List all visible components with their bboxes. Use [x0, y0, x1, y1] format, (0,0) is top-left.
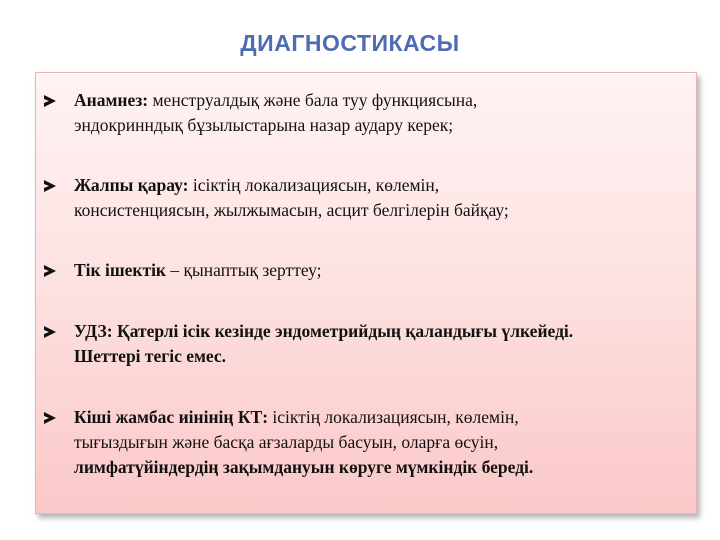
bullet-text: консистенциясын, жылжымасын, асцит белгілерін байқау;: [74, 200, 509, 220]
slide-title: ДИАГНОСТИКАСЫ: [240, 30, 460, 56]
bullet-rectal-exam: [44, 258, 684, 283]
bullet-text: Қатерлі ісік кезінде эндометрийдың қаландығы үлкейеді.: [112, 321, 574, 341]
bullet-text: тығыздығын және басқа ағзаларды басуын, оларға өсуін,: [74, 432, 499, 452]
bullet-text: Шеттері тегіс емес.: [74, 346, 227, 366]
bullet-text: ісіктің локализациясын, көлемін,: [268, 407, 519, 427]
arrow-bullet-icon: [44, 326, 56, 338]
bullet-term: Кіші жамбас иінінің КТ:: [74, 407, 269, 427]
bullet-general-exam: [44, 173, 684, 223]
bullet-text: – қынаптық зерттеу;: [166, 260, 322, 280]
arrow-bullet-icon: [44, 265, 56, 277]
bullet-text: лимфатүйіндердің зақымдануын көруге мүмкіндік береді.: [74, 457, 534, 477]
bullet-term: Анамнез:: [74, 90, 149, 110]
arrow-bullet-icon: [44, 180, 56, 192]
bullet-text: эндокринндық бұзылыстарына назар аудару керек;: [74, 115, 454, 135]
bullet-ultrasound: [44, 319, 684, 369]
bullet-text: менструалдық және бала туу функциясына,: [148, 90, 478, 110]
bullet-ct: [44, 405, 684, 480]
bullet-anamnesis: [44, 88, 684, 138]
bullet-term: Жалпы қарау:: [74, 175, 189, 195]
bullet-term: Тік ішектік: [74, 260, 167, 280]
arrow-bullet-icon: [44, 412, 56, 424]
bullet-text: ісіктің локализациясын, көлемін,: [188, 175, 440, 195]
arrow-bullet-icon: [44, 95, 56, 107]
bullet-term: УДЗ:: [74, 321, 113, 341]
